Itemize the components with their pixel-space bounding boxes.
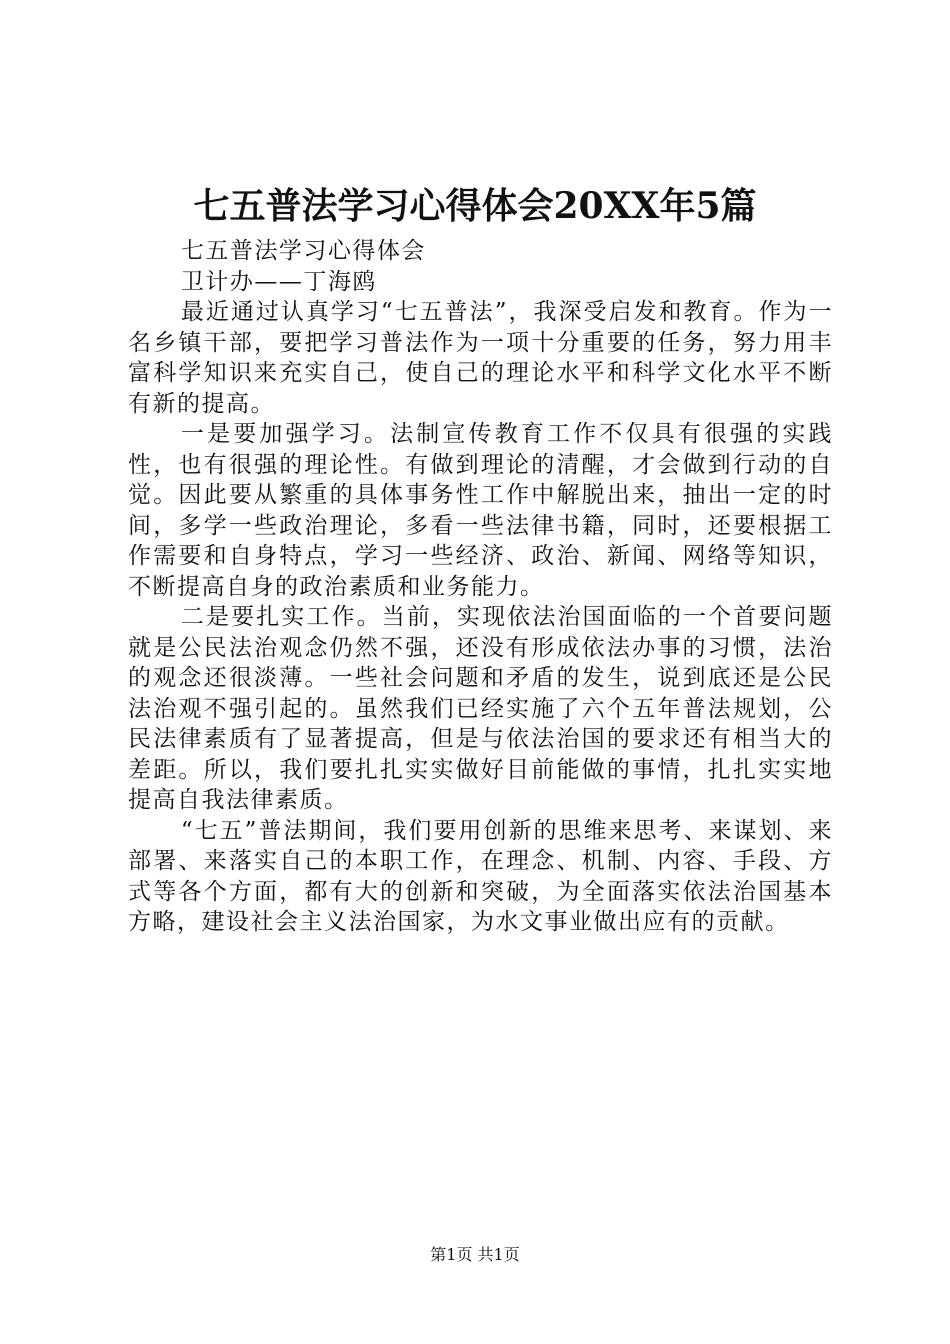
author-paragraph: 卫计办——丁海鸥 [180,268,377,295]
document-body [128,236,833,938]
conclusion-paragraph: “七五”普法期间，我们要用创新的思维来思考、来谋划、来部署、来落实自己的本职工作，在理念、机制、内容、手段、方式等各个方面，都有大的创新和突破，为全面落实依法治国基本方略，建设社会主义法治国家，为水文事业做出应有的贡献。 [128,817,833,935]
point-two-paragraph: 二是要扎实工作。当前，实现依法治国面临的一个首要问题就是公民法治观念仍然不强，还没有形成依法办事的习惯，法治的观念还很淡薄。一些社会问题和矛盾的发生，说到底还是公民法治观不强引起的。虽然我们已经实施了六个五年普法规划，公民法律素质有了显著提高，但是与依法治国的要求还有相当大的差距。所以，我们要扎扎实实做好目前能做的事情，扎扎实实地提高自我法律素质。 [128,604,833,813]
document-title: 七五普法学习心得体会20XX年5篇 [193,185,757,227]
page-footer: 第1页 共1页 [430,1245,520,1264]
subtitle-paragraph: 七五普法学习心得体会 [180,238,426,264]
point-one-paragraph: 一是要加强学习。法制宣传教育工作不仅具有很强的实践性，也有很强的理论性。有做到理论的清醒，才会做到行动的自觉。因此要从繁重的具体事务性工作中解脱出来，抽出一定的时间，多学一些政治理论，多看一些法律书籍，同时，还要根据工作需要和自身特点，学习一些经济、政治、新闻、网络等知识，不断提高自身的政治素质和业务能力。 [128,421,833,600]
intro-paragraph: 最近通过认真学习“七五普法”，我深受启发和教育。作为一名乡镇干部，要把学习普法作为一项十分重要的任务，努力用丰富科学知识来充实自己，使自己的理论水平和科学文化水平不断有新的提高。 [128,299,833,417]
